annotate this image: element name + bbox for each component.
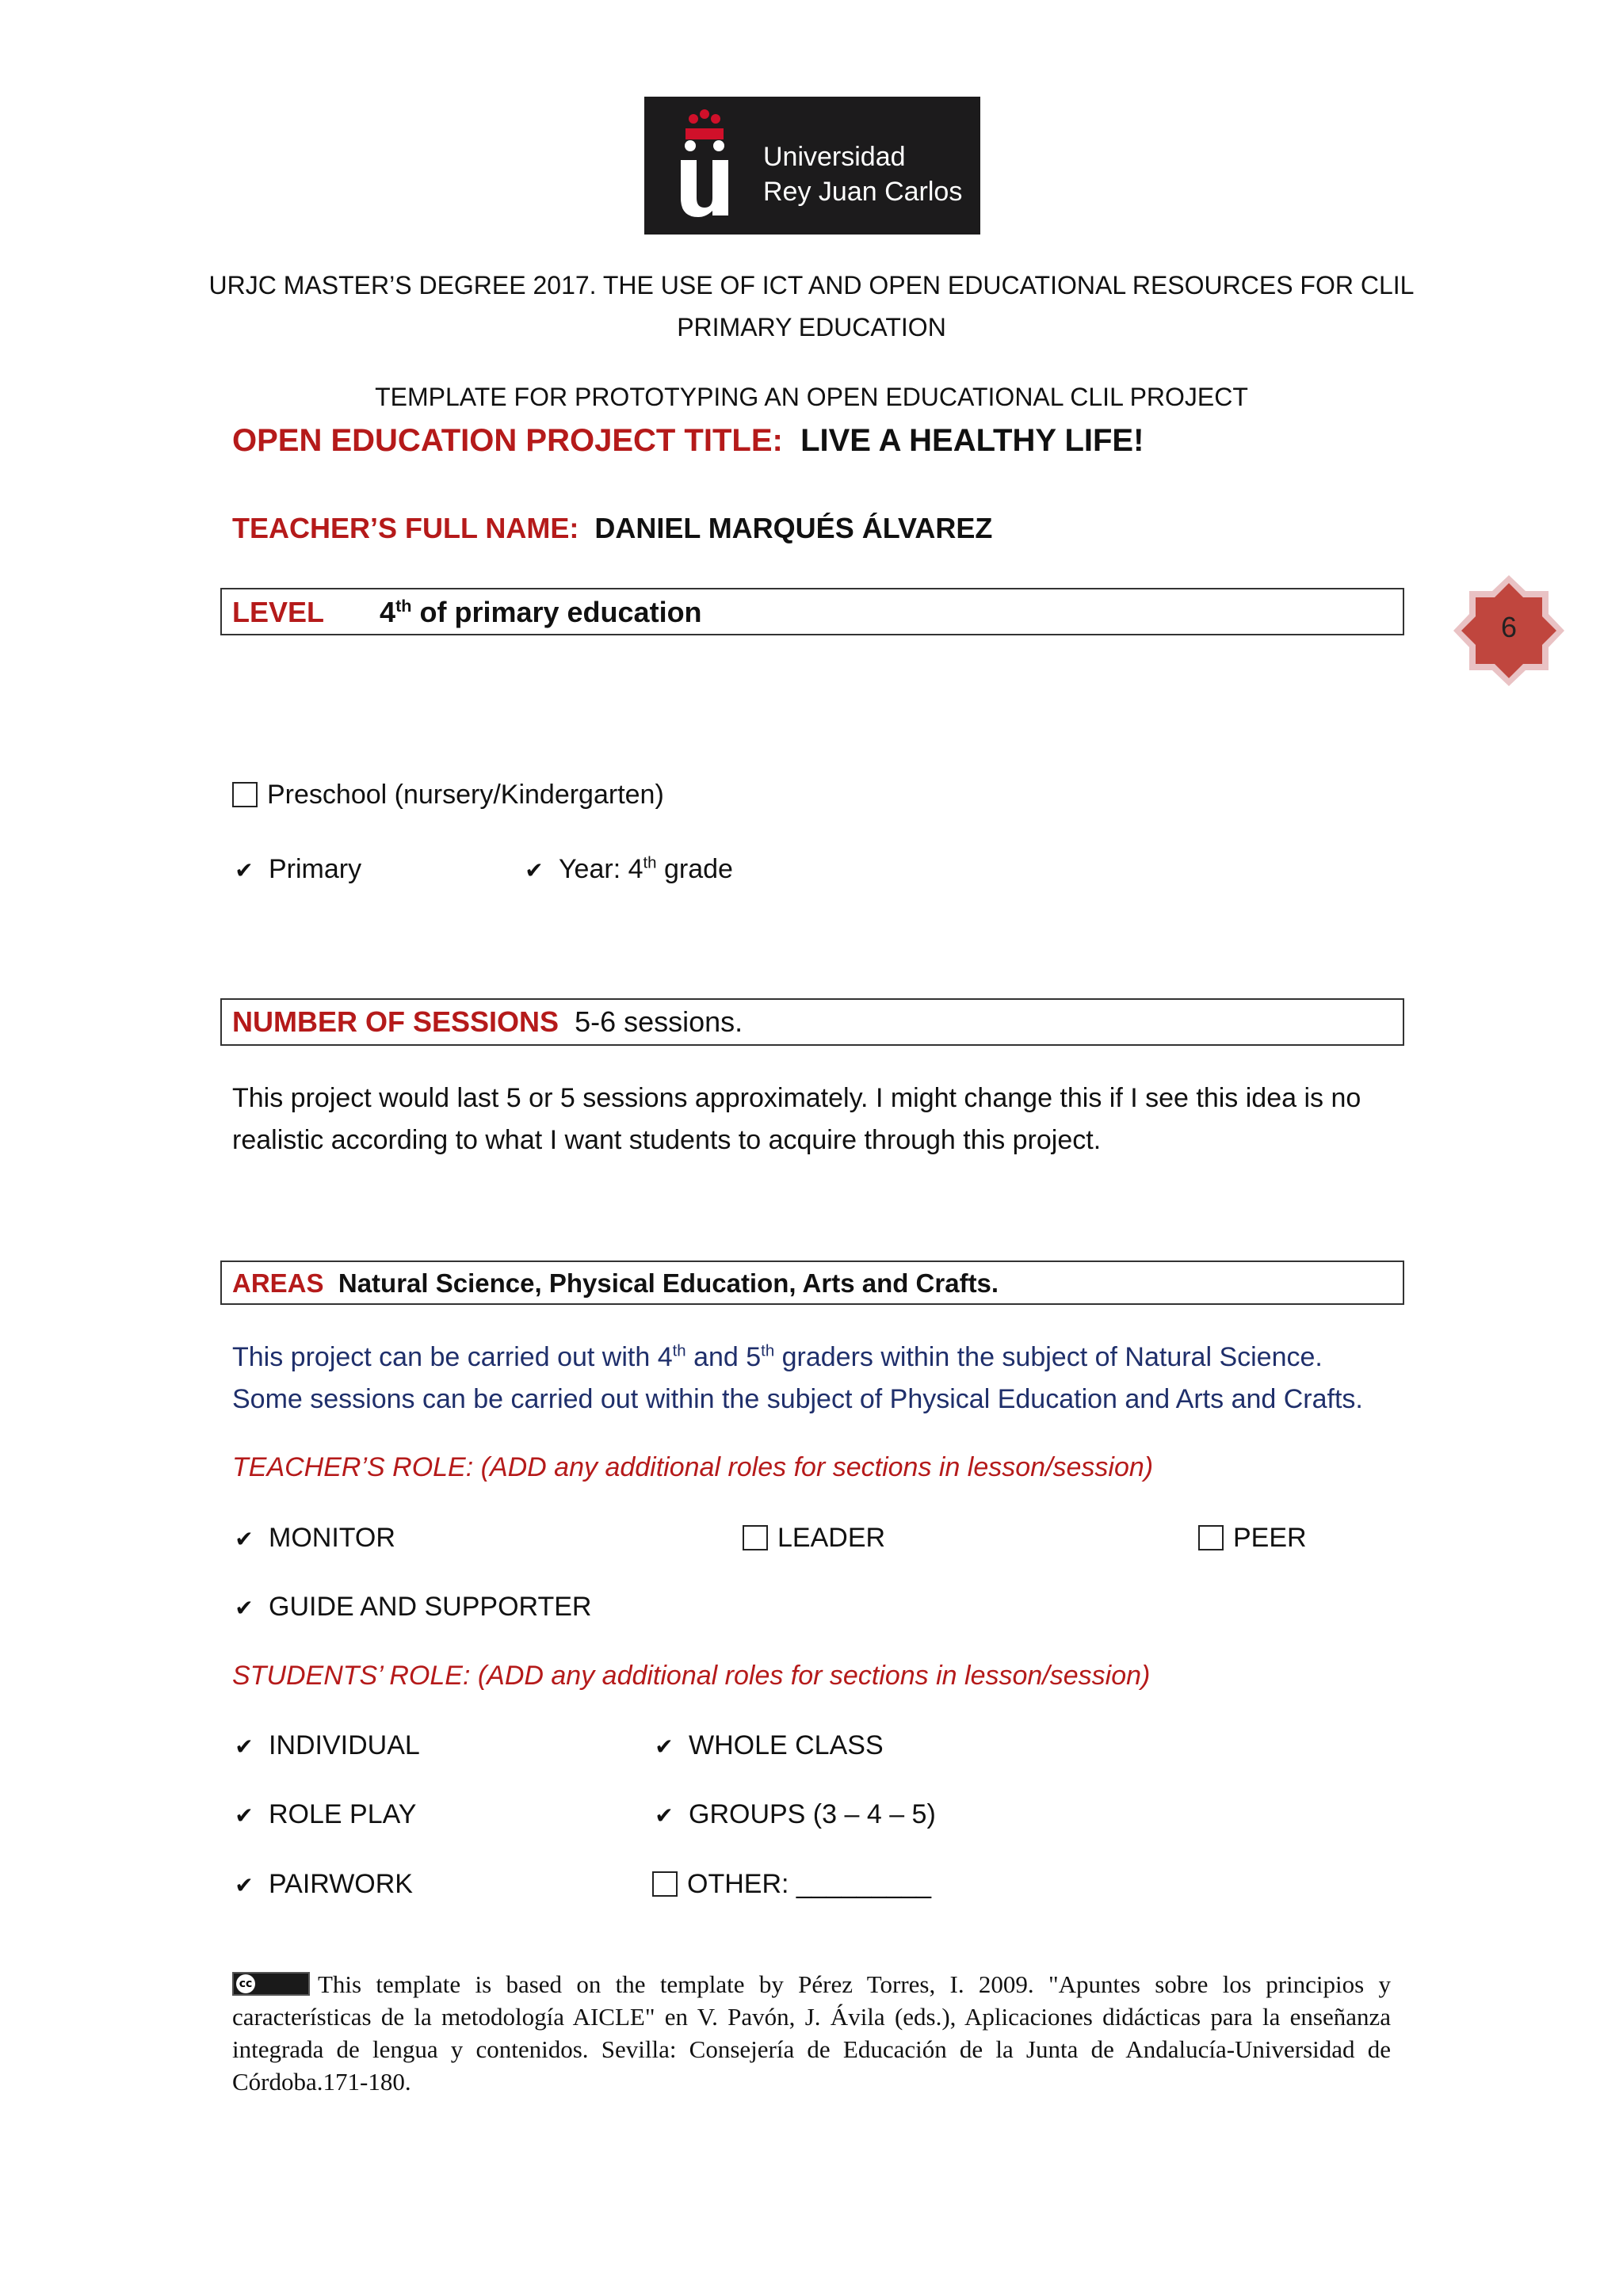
footer-citation (232, 1968, 1391, 2098)
role-monitor (232, 1522, 395, 1555)
areas-desc-part-a: This project can be carried out with 4 (232, 1342, 673, 1372)
role-guide (232, 1591, 591, 1624)
areas-value: Natural Science, Physical Education, Arts and Crafts. (338, 1268, 999, 1298)
student-individual (232, 1730, 420, 1763)
teacher-name-value: DANIEL MARQUÉS ÁLVAREZ (594, 512, 993, 544)
cc-badge-text: cc (236, 1974, 255, 1993)
student-role-play (232, 1798, 416, 1832)
project-title-value: LIVE A HEALTHY LIFE! (800, 423, 1144, 458)
student-pairwork (232, 1868, 413, 1901)
student-whole-class-label: WHOLE CLASS (689, 1730, 884, 1760)
checkbox-empty-icon[interactable] (232, 782, 258, 807)
primary-option (232, 853, 361, 887)
level-number-sup: th (395, 596, 412, 616)
areas-desc-sup2: th (761, 1342, 775, 1360)
check-icon[interactable]: ✔ (235, 1526, 254, 1552)
student-individual-label: INDIVIDUAL (269, 1730, 420, 1760)
areas-desc-part-c: graders within the subject of Natural Science. (774, 1342, 1323, 1372)
preschool-option (232, 779, 664, 810)
level-number: 4 (380, 596, 396, 628)
areas-desc-part-b: and 5 (685, 1342, 762, 1372)
project-title-label: OPEN EDUCATION PROJECT TITLE: (232, 423, 783, 458)
year-sup: th (643, 854, 657, 872)
student-other (652, 1868, 931, 1900)
checkbox-empty-icon[interactable] (1198, 1525, 1224, 1550)
university-logo (644, 97, 980, 235)
sessions-row (232, 1006, 743, 1038)
level-row (232, 597, 702, 628)
project-title-row (232, 422, 1144, 459)
teacher-name-row (232, 512, 992, 545)
sessions-label: NUMBER OF SESSIONS (232, 1005, 559, 1038)
check-icon[interactable]: ✔ (235, 1595, 254, 1621)
role-guide-label: GUIDE AND SUPPORTER (269, 1592, 592, 1622)
role-leader-label: LEADER (777, 1523, 886, 1553)
check-icon[interactable]: ✔ (525, 857, 544, 883)
students-role-heading: STUDENTS’ ROLE: (ADD any additional roles for sections in lesson/session) (232, 1661, 1151, 1691)
role-peer (1198, 1522, 1307, 1554)
university-name-line2: Rey Juan Carlos (763, 177, 963, 207)
master-title-line1: URJC MASTER’S DEGREE 2017. THE USE OF ICT AND OPEN EDUCATIONAL RESOURCES FOR CLIL (208, 271, 1415, 299)
areas-desc-line1 (232, 1341, 1323, 1373)
check-icon[interactable]: ✔ (655, 1733, 674, 1760)
footer-text: This template is based on the template by Pérez Torres, I. 2009. "Apuntes sobre los principios y características de la metodología AICLE" en V. Pavón, J. Ávila (eds.), Aplicaciones didácticas para la enseñanza integrada de lengua y contenidos. Sevilla: Consejería de Educación de la Junta de Andalucía-Universidad de Córdoba.171-180. (232, 1970, 1391, 2096)
page-number: 6 (1500, 611, 1518, 643)
areas-desc-sup1: th (672, 1342, 686, 1360)
teacher-name-label: TEACHER’S FULL NAME: (232, 512, 579, 544)
sessions-desc-line1: This project would last 5 or 5 sessions approximately. I might change this if I see this idea is no (232, 1083, 1361, 1113)
teacher-role-heading: TEACHER’S ROLE: (ADD any additional roles for sections in lesson/session) (232, 1452, 1154, 1482)
preschool-label: Preschool (nursery/Kindergarten) (267, 780, 664, 810)
student-groups-label: GROUPS (3 – 4 – 5) (689, 1799, 936, 1829)
sessions-value: 5-6 sessions. (575, 1005, 743, 1038)
role-monitor-label: MONITOR (269, 1523, 395, 1553)
level-label: LEVEL (232, 596, 325, 628)
checkbox-empty-icon[interactable] (652, 1871, 678, 1897)
role-peer-label: PEER (1233, 1523, 1307, 1553)
sessions-desc-line2: realistic according to what I want students to acquire through this project. (232, 1125, 1102, 1155)
check-icon[interactable]: ✔ (235, 1733, 254, 1760)
areas-row (232, 1268, 999, 1299)
check-icon[interactable]: ✔ (235, 1802, 254, 1829)
check-icon[interactable]: ✔ (655, 1802, 674, 1829)
university-name-line1: Universidad (763, 142, 906, 172)
cc-license-icon (232, 1972, 310, 1996)
check-icon[interactable]: ✔ (235, 1872, 254, 1898)
page-number-badge (1452, 574, 1566, 688)
year-suffix: grade (663, 854, 733, 884)
level-value: of primary education (419, 596, 702, 628)
template-title: TEMPLATE FOR PROTOTYPING AN OPEN EDUCATIONAL CLIL PROJECT (375, 383, 1248, 411)
student-role-play-label: ROLE PLAY (269, 1799, 417, 1829)
check-icon[interactable]: ✔ (235, 857, 254, 883)
master-title-line2: PRIMARY EDUCATION (677, 313, 946, 341)
year-option (522, 853, 733, 887)
areas-label: AREAS (232, 1268, 324, 1298)
year-prefix: Year: 4 (559, 854, 643, 884)
areas-desc-line2: Some sessions can be carried out within the subject of Physical Education and Arts and Crafts. (232, 1384, 1363, 1414)
student-other-label: OTHER: _________ (687, 1869, 932, 1899)
student-groups (652, 1798, 936, 1832)
student-whole-class (652, 1730, 884, 1763)
checkbox-empty-icon[interactable] (743, 1525, 768, 1550)
role-leader (743, 1522, 885, 1554)
student-pairwork-label: PAIRWORK (269, 1869, 413, 1899)
primary-label: Primary (269, 854, 362, 884)
